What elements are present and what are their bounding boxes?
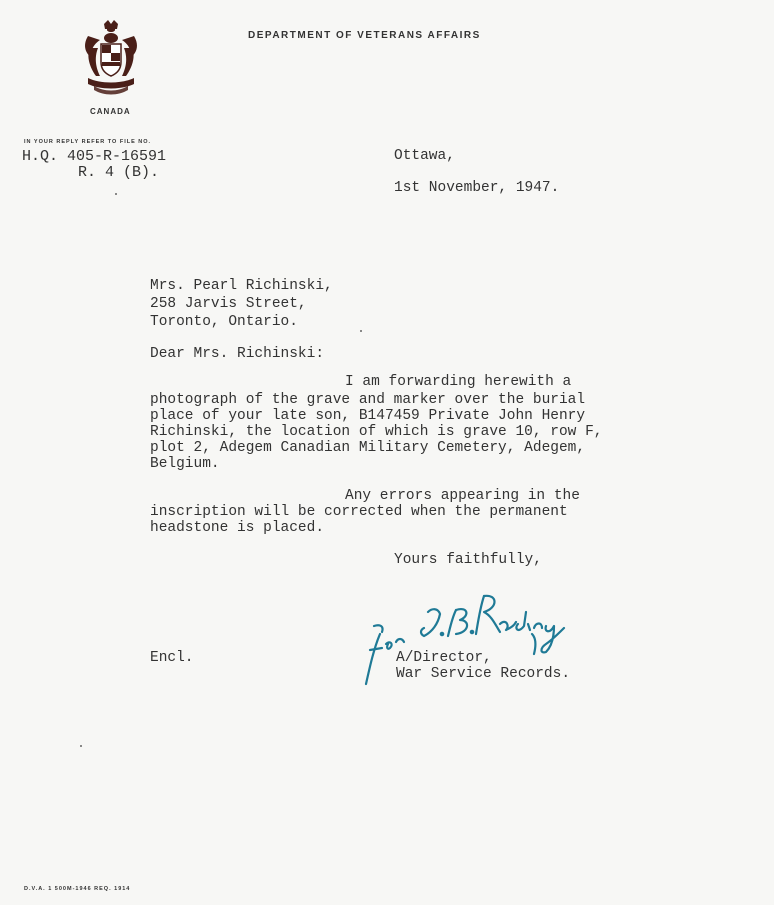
body-paragraph-1-line-6: Belgium. [150,456,220,472]
speck [360,330,362,332]
body-paragraph-2-line-2: inscription will be corrected when the permanent [150,504,568,520]
closing: Yours faithfully, [394,552,542,568]
body-paragraph-1-line-2: photograph of the grave and marker over the burial [150,392,586,408]
body-paragraph-2-line-3: headstone is placed. [150,520,325,536]
body-paragraph-2-line-1: Any errors appearing in the [345,488,580,504]
recipient-city: Toronto, Ontario. [150,314,298,330]
enclosure-note: Encl. [150,650,194,666]
body-paragraph-1-line-4: Richinski, the location of which is grave 10, row F, [150,424,603,440]
country-label: CANADA [90,107,131,116]
coat-of-arms-icon [80,18,142,96]
speck [115,193,117,195]
signatory-office: War Service Records. [396,666,571,682]
recipient-street: 258 Jarvis Street, [150,296,307,312]
file-reference-number: H.Q. 405-R-16591 [22,148,167,165]
recipient-name: Mrs. Pearl Richinski, [150,278,333,294]
file-reference-instruction: IN YOUR REPLY REFER TO FILE NO. [24,139,152,145]
department-heading: DEPARTMENT OF VETERANS AFFAIRS [248,30,481,41]
body-paragraph-1-line-3: place of your late son, B147459 Private John Henry [150,408,586,424]
file-reference-subnumber: R. 4 (B). [78,164,160,181]
date-line: 1st November, 1947. [394,180,560,196]
body-paragraph-1-line-1: I am forwarding herewith a [345,374,572,390]
form-number: D.V.A. 1 500M-1946 REQ. 1914 [24,886,131,892]
body-paragraph-1-line-5: plot 2, Adegem Canadian Military Cemetery, Adegem, [150,440,586,456]
salutation: Dear Mrs. Richinski: [150,346,325,362]
signatory-title: A/Director, [396,650,492,666]
place-line: Ottawa, [394,148,455,164]
speck [80,745,82,747]
